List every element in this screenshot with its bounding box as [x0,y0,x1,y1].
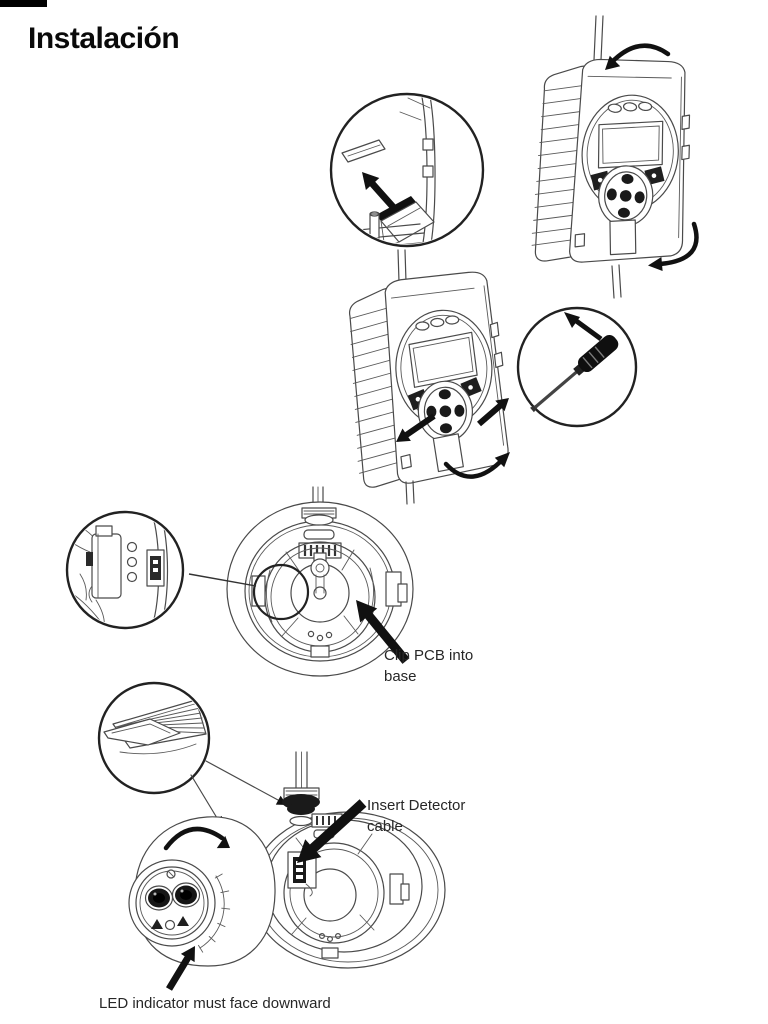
figure-screwdriver-detail [518,308,636,426]
figure-pcb-clip-detail [67,512,183,628]
figure-controller-release [348,250,510,504]
figure-ribbon-cable-detail [99,683,287,827]
clip-pcb-label: Clip PCB into base [384,647,474,685]
detector-head [129,817,275,966]
led-indicator-label: LED indicator must face downward [99,995,331,1012]
figure-base-front [189,487,413,676]
callout-leader-arrow-2 [206,761,287,805]
page-title: Instalación [28,22,180,55]
figure-wall-clip-detail [331,94,483,250]
figure-controller-mount [526,16,701,298]
insert-cable-label: Insert Detector cable [367,797,466,835]
